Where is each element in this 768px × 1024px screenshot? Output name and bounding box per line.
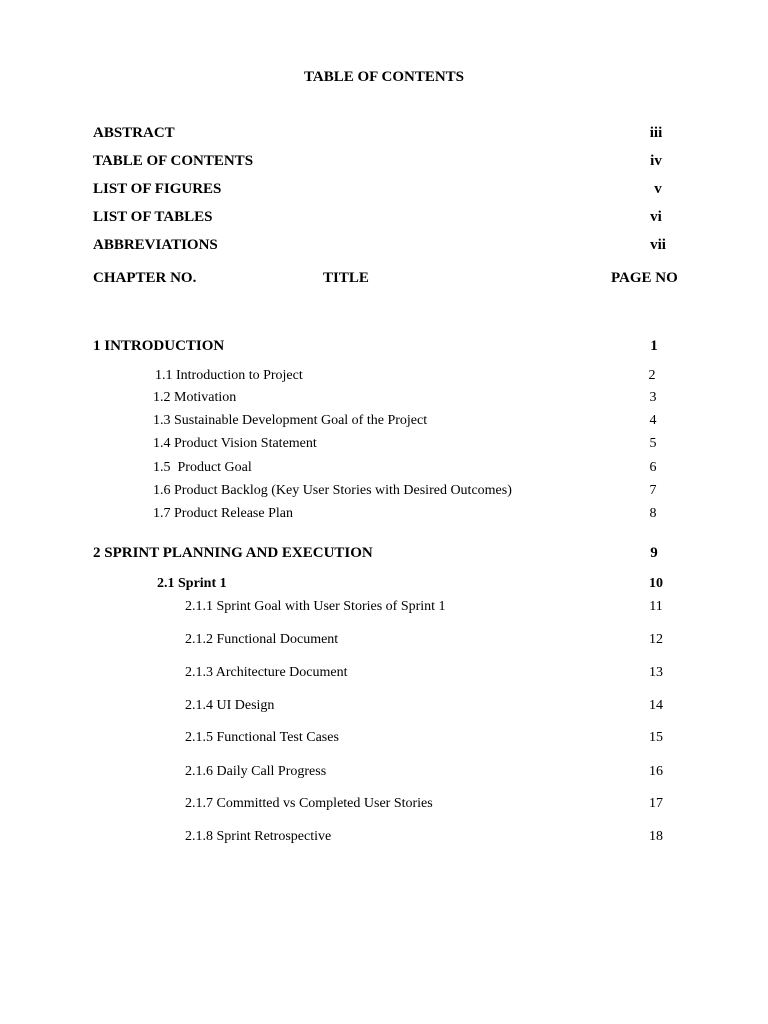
subsection-2-1-2-page: 12 [649, 632, 663, 647]
toc-entry-list-of-tables: LIST OF TABLES [93, 209, 213, 225]
section-1-2: 1.2 Motivation [153, 390, 237, 405]
subsection-2-1-5-page: 15 [649, 730, 663, 745]
subsection-2-1-4-page: 14 [649, 698, 663, 713]
header-chapter-no: CHAPTER NO. [93, 270, 197, 286]
header-page-no: PAGE NO [611, 270, 678, 286]
section-1-1-page: 2 [648, 368, 656, 383]
section-1-3: 1.3 Sustainable Development Goal of the Project [153, 413, 428, 428]
section-1-5: 1.5 Product Goal [153, 460, 252, 475]
subsection-2-1-2: 2.1.2 Functional Document [185, 632, 339, 647]
section-1-7-page: 8 [649, 506, 657, 521]
toc-page-list-of-figures: v [654, 181, 662, 197]
subsection-2-1-4: 2.1.4 UI Design [185, 698, 275, 713]
subsection-2-1-7-page: 17 [649, 796, 663, 811]
subsection-2-1-6-page: 16 [649, 764, 663, 779]
chapter-1-heading: 1 INTRODUCTION [93, 338, 225, 354]
subsection-2-1-8: 2.1.8 Sprint Retrospective [185, 829, 332, 844]
toc-page-list-of-tables: vi [650, 209, 662, 225]
section-1-3-page: 4 [649, 413, 657, 428]
toc-entry-table-of-contents: TABLE OF CONTENTS [93, 153, 254, 169]
chapter-2-heading: 2 SPRINT PLANNING AND EXECUTION [93, 545, 373, 561]
subsection-2-1-1-page: 11 [649, 599, 663, 614]
section-1-1: 1.1 Introduction to Project [155, 368, 303, 383]
subsection-2-1-3-page: 13 [649, 665, 663, 680]
subsection-2-1-8-page: 18 [649, 829, 663, 844]
page-title: TABLE OF CONTENTS [303, 69, 465, 85]
section-1-6: 1.6 Product Backlog (Key User Stories with Desired Outcomes) [153, 483, 512, 498]
chapter-1-page: 1 [650, 338, 658, 354]
section-1-4-page: 5 [649, 436, 657, 451]
toc-page-abbreviations: vii [650, 237, 666, 253]
section-1-2-page: 3 [649, 390, 657, 405]
section-1-6-page: 7 [649, 483, 657, 498]
subsection-2-1-5: 2.1.5 Functional Test Cases [185, 730, 339, 745]
toc-entry-list-of-figures: LIST OF FIGURES [93, 181, 222, 197]
toc-entry-abstract: ABSTRACT [93, 125, 175, 141]
section-1-7: 1.7 Product Release Plan [153, 506, 293, 521]
sprint-1-page: 10 [649, 576, 663, 591]
section-1-4: 1.4 Product Vision Statement [153, 436, 317, 451]
chapter-2-page: 9 [650, 545, 658, 561]
toc-entry-abbreviations: ABBREVIATIONS [93, 237, 218, 253]
header-title: TITLE [323, 270, 369, 286]
sprint-1-heading: 2.1 Sprint 1 [157, 576, 227, 591]
subsection-2-1-1: 2.1.1 Sprint Goal with User Stories of Sprint 1 [185, 599, 446, 614]
subsection-2-1-7: 2.1.7 Committed vs Completed User Stories [185, 796, 433, 811]
subsection-2-1-3: 2.1.3 Architecture Document [185, 665, 348, 680]
section-1-5-page: 6 [649, 460, 657, 475]
subsection-2-1-6: 2.1.6 Daily Call Progress [185, 764, 327, 779]
toc-page-table-of-contents: iv [650, 153, 662, 169]
toc-page-abstract: iii [649, 125, 663, 141]
